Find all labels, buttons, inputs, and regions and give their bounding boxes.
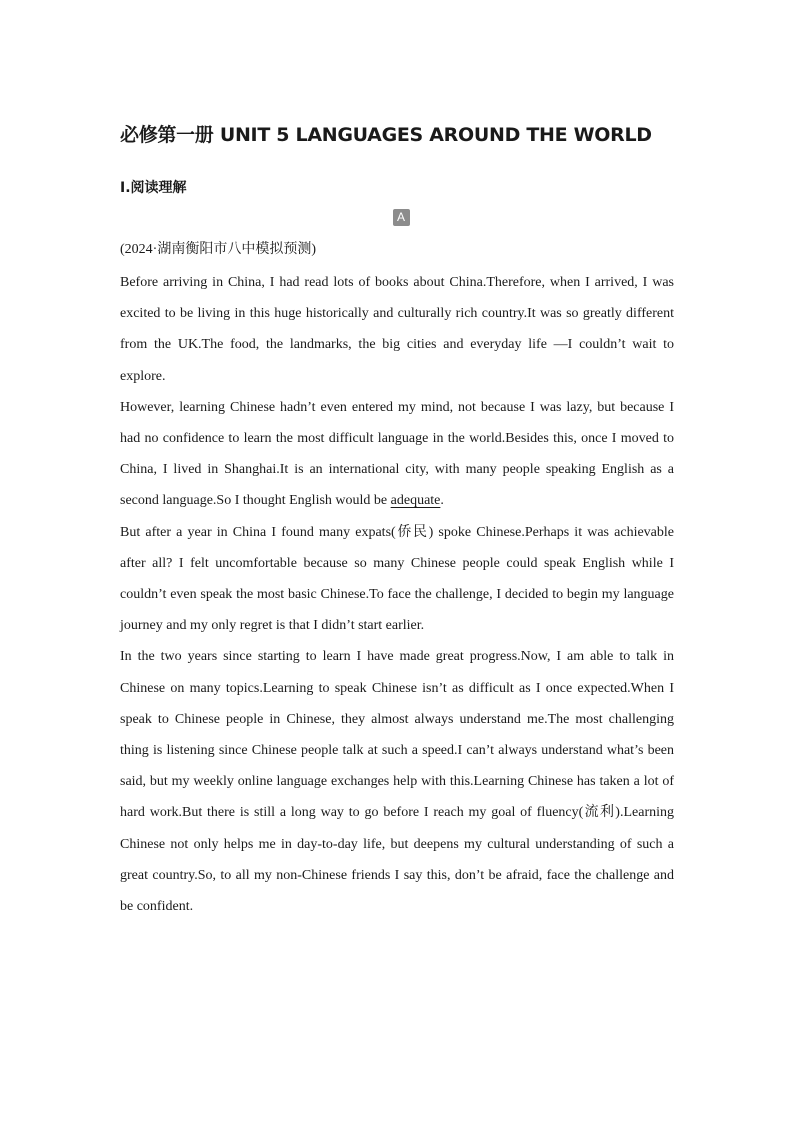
source-citation: (2024·湖南衡阳市八中模拟预测) — [120, 242, 316, 257]
passage-badge-row — [120, 209, 674, 226]
paragraph-2-end: . — [440, 493, 444, 509]
paragraph-2 — [120, 392, 674, 517]
paragraph-2-text: However, learning Chinese hadn’t even entered my mind, not because I was lazy, but because I had no confidence to learn the most difficult language in the world.Besides this, once I moved to China, I lived in Shanghai.It is an international city, with many people speaking English as a second language.So I thought English would be — [120, 399, 674, 509]
page-title: 必修第一册 UNIT 5 LANGUAGES AROUND THE WORLD — [120, 124, 652, 146]
paragraph-3: But after a year in China I found many expats(侨民) spoke Chinese.Perhaps it was achievable after all? I felt uncomfortable because so many Chinese people could speak English while I couldn’t even speak the most basic Chinese.To face the challenge, I decided to begin my language journey and my only regret is that I didn’t start earlier. — [120, 524, 674, 634]
passage-body — [120, 267, 674, 922]
paragraph-4: In the two years since starting to learn I have made great progress.Now, I am able to talk in Chinese on many topics.Learning to speak Chinese isn’t as difficult as I once expected.When I speak to Chinese people in Chinese, they almost always understand me.The most challenging thing is listening since Chinese people talk at such a speed.I can’t always understand what’s been said, but my weekly online language exchanges help with this.Learning Chinese has taken a lot of hard work.But there is still a long way to go before I reach my goal of fluency(流利).Learning Chinese not only helps me in day-to-day life, but deepens my cultural understanding of such a great country.So, to all my non-Chinese friends I say this, don’t be afraid, face the challenge and be confident. — [120, 649, 674, 915]
section-label: Ⅰ.阅读理解 — [120, 180, 187, 196]
passage-badge: A — [393, 209, 410, 226]
paragraph-1: Before arriving in China, I had read lots of books about China.Therefore, when I arrived, I was excited to be living in this huge historically and culturally rich country.It was so greatly different from the UK.The food, the landmarks, the big cities and everyday life —I couldn’t wait to explore. — [120, 275, 674, 384]
underlined-word: adequate — [390, 493, 441, 509]
